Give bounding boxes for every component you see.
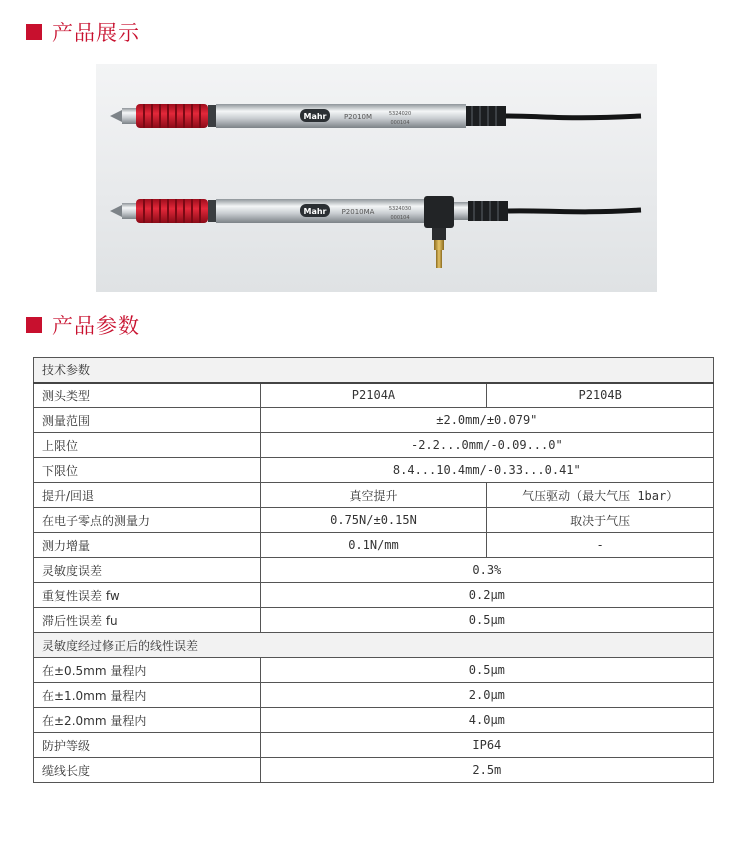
row-label: 在±2.0mm 量程内 xyxy=(34,708,261,733)
cell-value: 0.5μm xyxy=(260,658,713,683)
cell-value-a: P2104A xyxy=(260,383,487,408)
table-row xyxy=(34,483,714,508)
cell-value: IP64 xyxy=(260,733,713,758)
table-row xyxy=(34,433,714,458)
cell-value: 4.0μm xyxy=(260,708,713,733)
table-row xyxy=(34,633,714,658)
cell-value: 0.2μm xyxy=(260,583,713,608)
cell-value-a: 0.1N/mm xyxy=(260,533,487,558)
row-label: 灵敏度经过修正后的线性误差 xyxy=(34,633,714,658)
row-label: 测力增量 xyxy=(34,533,261,558)
table-row xyxy=(34,558,714,583)
part-label-bottom: 5324030 xyxy=(388,206,412,212)
row-label: 下限位 xyxy=(34,458,261,483)
cell-value-a: 真空提升 xyxy=(260,483,487,508)
table-row xyxy=(34,733,714,758)
table-row xyxy=(34,758,714,783)
row-label: 缆线长度 xyxy=(34,758,261,783)
row-label: 滞后性误差 fu xyxy=(34,608,261,633)
cell-value: 0.5μm xyxy=(260,608,713,633)
section-title-params: 产品参数 xyxy=(52,314,140,338)
probe-top xyxy=(110,104,641,128)
row-label: 测头类型 xyxy=(34,383,261,408)
serial-label-top: 000104 xyxy=(390,120,410,126)
table-row xyxy=(34,458,714,483)
brand-logo-bottom: Mahr xyxy=(303,207,327,216)
section-heading-display xyxy=(26,17,140,47)
product-photo xyxy=(96,64,657,292)
cell-value: 2.0μm xyxy=(260,683,713,708)
section-heading-params xyxy=(26,310,140,340)
row-label: 在电子零点的测量力 xyxy=(34,508,261,533)
row-label: 在±0.5mm 量程内 xyxy=(34,658,261,683)
model-label-top: P2010M xyxy=(343,113,373,121)
heading-marker xyxy=(26,24,42,40)
table-row xyxy=(34,608,714,633)
part-label-top: 5324020 xyxy=(388,111,412,117)
table-row xyxy=(34,533,714,558)
probe-bottom xyxy=(110,196,641,268)
cell-value: 2.5m xyxy=(260,758,713,783)
table-row xyxy=(34,383,714,408)
serial-label-bottom: 000104 xyxy=(390,215,410,221)
cell-value: 8.4...10.4mm/-0.33...0.41" xyxy=(260,458,713,483)
table-title: 技术参数 xyxy=(34,358,714,383)
row-label: 在±1.0mm 量程内 xyxy=(34,683,261,708)
cell-value: 0.3% xyxy=(260,558,713,583)
table-row xyxy=(34,358,714,383)
brand-logo-top: Mahr xyxy=(303,112,327,121)
cell-value-b: 取决于气压 xyxy=(487,508,714,533)
cell-value: -2.2...0mm/-0.09...0" xyxy=(260,433,713,458)
table-row xyxy=(34,708,714,733)
row-label: 重复性误差 fw xyxy=(34,583,261,608)
cell-value-b: 气压驱动（最大气压 1bar） xyxy=(487,483,714,508)
row-label: 防护等级 xyxy=(34,733,261,758)
cell-value-b: - xyxy=(487,533,714,558)
section-title-display: 产品展示 xyxy=(52,21,140,45)
table-row xyxy=(34,583,714,608)
probe-illustration xyxy=(96,64,657,292)
spec-table xyxy=(33,357,714,783)
table-row xyxy=(34,508,714,533)
row-label: 灵敏度误差 xyxy=(34,558,261,583)
table-row xyxy=(34,408,714,433)
row-label: 上限位 xyxy=(34,433,261,458)
heading-marker xyxy=(26,317,42,333)
table-row xyxy=(34,683,714,708)
model-label-bottom: P2010MA xyxy=(341,208,375,216)
cell-value-a: 0.75N/±0.15N xyxy=(260,508,487,533)
row-label: 测量范围 xyxy=(34,408,261,433)
cell-value: ±2.0mm/±0.079" xyxy=(260,408,713,433)
cell-value-b: P2104B xyxy=(487,383,714,408)
row-label: 提升/回退 xyxy=(34,483,261,508)
table-row xyxy=(34,658,714,683)
